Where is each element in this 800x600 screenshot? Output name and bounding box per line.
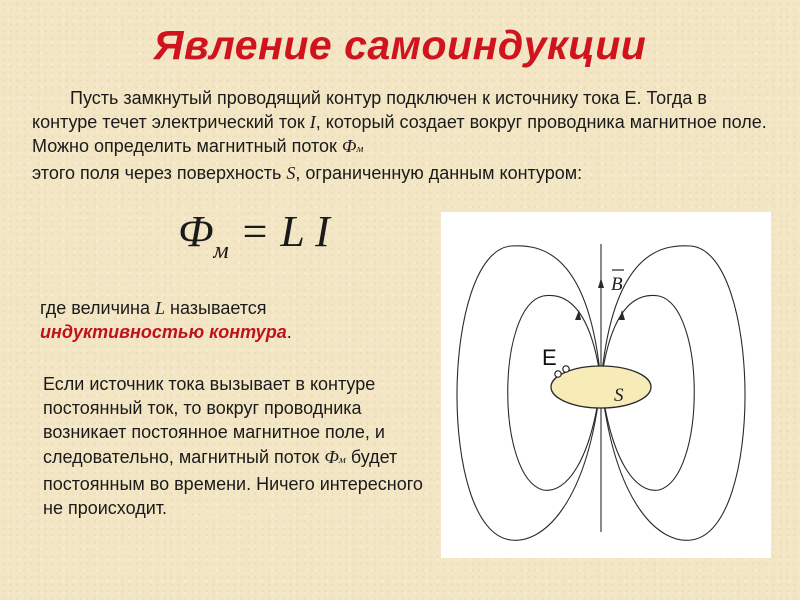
current-symbol: I: [309, 112, 316, 132]
note-paragraph: [43, 372, 423, 520]
intro-text-2: , который создает вокруг проводника магнитное поле. Можно определить магнитный поток: [32, 112, 767, 156]
terminal-2: [563, 366, 569, 372]
note-flux-subscript: м: [338, 453, 346, 466]
surface-label: S: [614, 385, 624, 406]
field-label: B: [611, 274, 623, 295]
slide-title: Явление самоиндукции: [153, 22, 647, 68]
note-text-2: будет постоянным во времени. Ничего интересного не происходит.: [43, 446, 423, 519]
inductance-formula: [178, 206, 330, 277]
magnetic-field-diagram: [441, 212, 771, 558]
formula-subscript: м: [213, 238, 229, 264]
flux-symbol: Ф: [341, 136, 357, 156]
formula-equals: =: [228, 207, 281, 256]
flux-subscript: м: [356, 143, 364, 155]
definition-suffix: .: [286, 322, 292, 342]
note-flux-symbol: Ф: [324, 446, 339, 467]
definition-paragraph: [40, 296, 430, 344]
source-label: E: [542, 345, 557, 370]
definition-prefix: где величина: [40, 298, 155, 318]
intro-text-3: этого поля через поверхность: [32, 163, 287, 183]
intro-paragraph: [32, 86, 777, 185]
inductance-term: индуктивностью контура: [40, 322, 287, 342]
axis-arrow: [598, 278, 604, 288]
intro-text-4: , ограниченную данным контуром:: [295, 163, 583, 183]
definition-symbol: L: [155, 298, 166, 318]
definition-middle: называется: [165, 298, 267, 318]
intro-text-1: Пусть замкнутый проводящий контур подключен к источнику тока Е. Тогда в контуре течет электрический ток: [32, 88, 707, 132]
terminal-1: [555, 371, 561, 377]
surface-symbol: S: [286, 163, 296, 183]
formula-current: I: [304, 207, 330, 256]
formula-inductance: L: [280, 207, 305, 256]
field-diagram-svg: [441, 212, 771, 558]
note-text-1: Если источник тока вызывает в контуре постоянный ток, то вокруг проводника возникает постоянное магнитное поле, и следовательно, магнитный поток: [43, 374, 385, 467]
formula-flux: Ф: [178, 207, 214, 256]
